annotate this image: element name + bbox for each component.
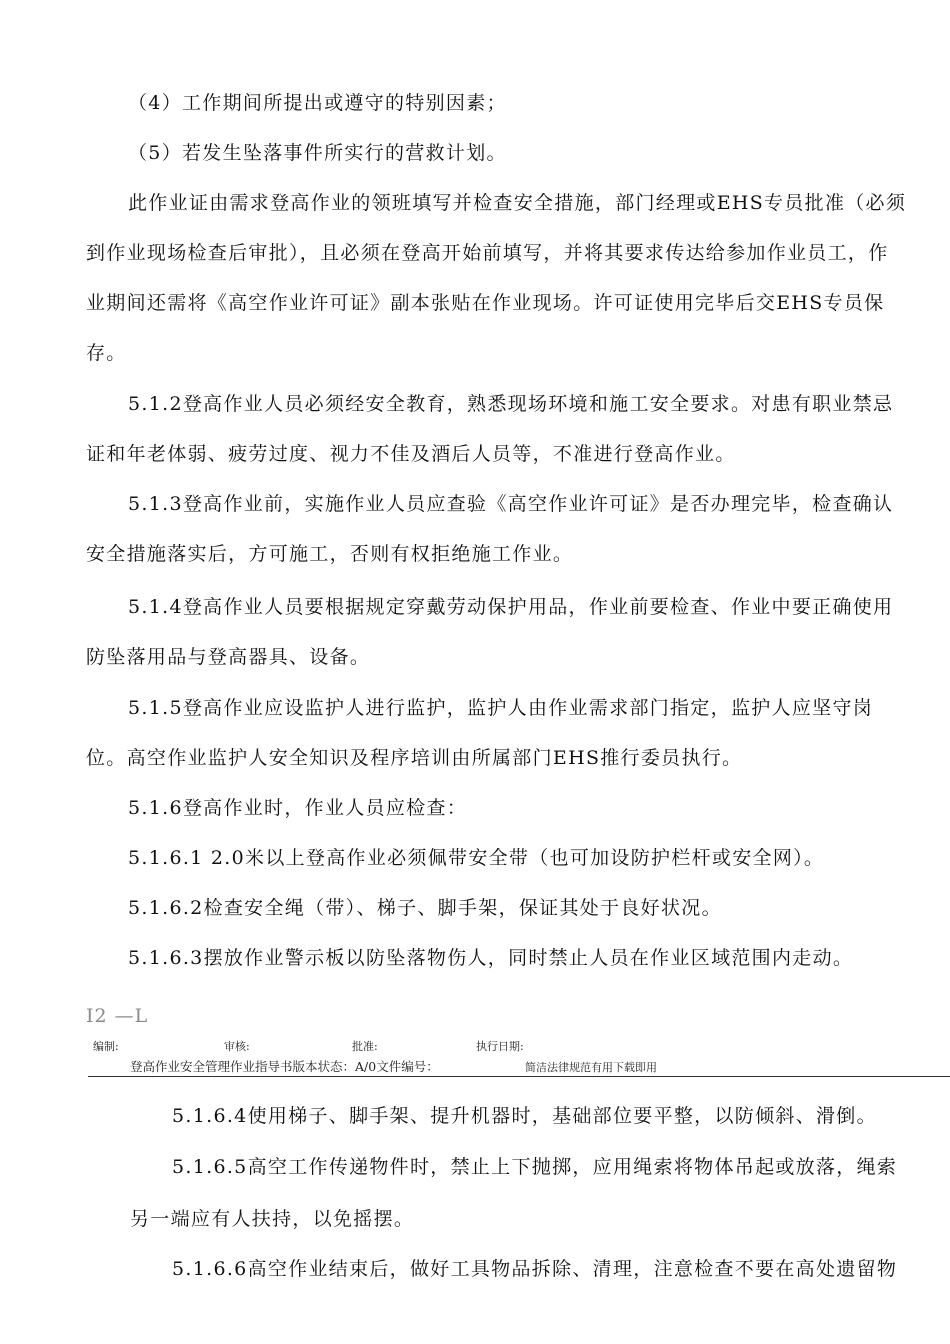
footer-doc-info: 登高作业安全管理作业指导书版本状态：A/0文件编号： xyxy=(130,1059,439,1074)
paragraph-line: 到作业现场检查后审批），且必须在登高开始前填写，并将其要求传达给参加作业员工，作 xyxy=(86,242,889,264)
paragraph-line: 防坠落用品与登高器具、设备。 xyxy=(86,646,371,668)
paragraph-line: 证和年老体弱、疲劳过度、视力不佳及酒后人员等，不准进行登高作业。 xyxy=(86,443,736,465)
paragraph-line: 5.1.4登高作业人员要根据规定穿戴劳动保护用品，作业前要检查、作业中要正确使用 xyxy=(128,596,894,618)
page-number-mark: I2 —L xyxy=(86,1005,149,1027)
footer-approved-label: 批准: xyxy=(352,1040,378,1053)
footer-date-label: 执行日期: xyxy=(476,1040,524,1053)
paragraph-line: 安全措施落实后，方可施工，否则有权拒绝施工作业。 xyxy=(86,543,574,565)
paragraph-line: 另一端应有人扶持，以免摇摆。 xyxy=(130,1208,415,1230)
paragraph-line: 5.1.6.3摆放作业警示板以防坠落物伤人，同时禁止人员在作业区域范围内走动。 xyxy=(128,947,854,969)
paragraph-line: （4）工作期间所提出或遵守的特别因素； xyxy=(128,92,507,114)
paragraph-line: 此作业证由需求登高作业的领班填写并检查安全措施，部门经理或EHS专员批准（必须 xyxy=(128,192,907,214)
paragraph-line: 位。高空作业监护人安全知识及程序培训由所属部门EHS推行委员执行。 xyxy=(86,747,743,769)
paragraph-line: 5.1.6登高作业时，作业人员应检查： xyxy=(128,797,468,819)
paragraph-line: 5.1.6.5高空工作传递物件时，禁止上下抛掷，应用绳索将物体吊起或放落，绳索 xyxy=(172,1156,898,1178)
footer-doc-note: 简洁法律规范有用下载即用 xyxy=(525,1061,657,1074)
paragraph-line: 5.1.3登高作业前，实施作业人员应查验《高空作业许可证》是否办理完毕，检查确认 xyxy=(128,493,894,515)
paragraph-line: 5.1.6.6高空作业结束后，做好工具物品拆除、清理，注意检查不要在高处遗留物 xyxy=(172,1258,898,1280)
footer-reviewed-label: 审核: xyxy=(224,1040,250,1053)
paragraph-line: 5.1.6.1 2.0米以上登高作业必须佩带安全带（也可加设防护栏杆或安全网）。 xyxy=(128,847,825,869)
footer-compiled-label: 编制: xyxy=(93,1040,119,1053)
paragraph-line: 5.1.6.4使用梯子、脚手架、提升机器时，基础部位要平整，以防倾斜、滑倒。 xyxy=(172,1105,877,1127)
paragraph-line: 5.1.5登高作业应设监护人进行监护，监护人由作业需求部门指定，监护人应坚守岗 xyxy=(128,697,874,719)
paragraph-line: 业期间还需将《高空作业许可证》副本张贴在作业现场。许可证使用完毕后交EHS专员保 xyxy=(86,292,885,314)
paragraph-line: 5.1.6.2检查安全绳（带）、梯子、脚手架，保证其处于良好状况。 xyxy=(128,897,722,919)
footer-rule xyxy=(88,1076,950,1077)
paragraph-line: 5.1.2登高作业人员必须经安全教育，熟悉现场环境和施工安全要求。对患有职业禁忌 xyxy=(128,393,894,415)
paragraph-line: 存。 xyxy=(86,342,127,364)
paragraph-line: （5）若发生坠落事件所实行的营救计划。 xyxy=(128,142,507,164)
